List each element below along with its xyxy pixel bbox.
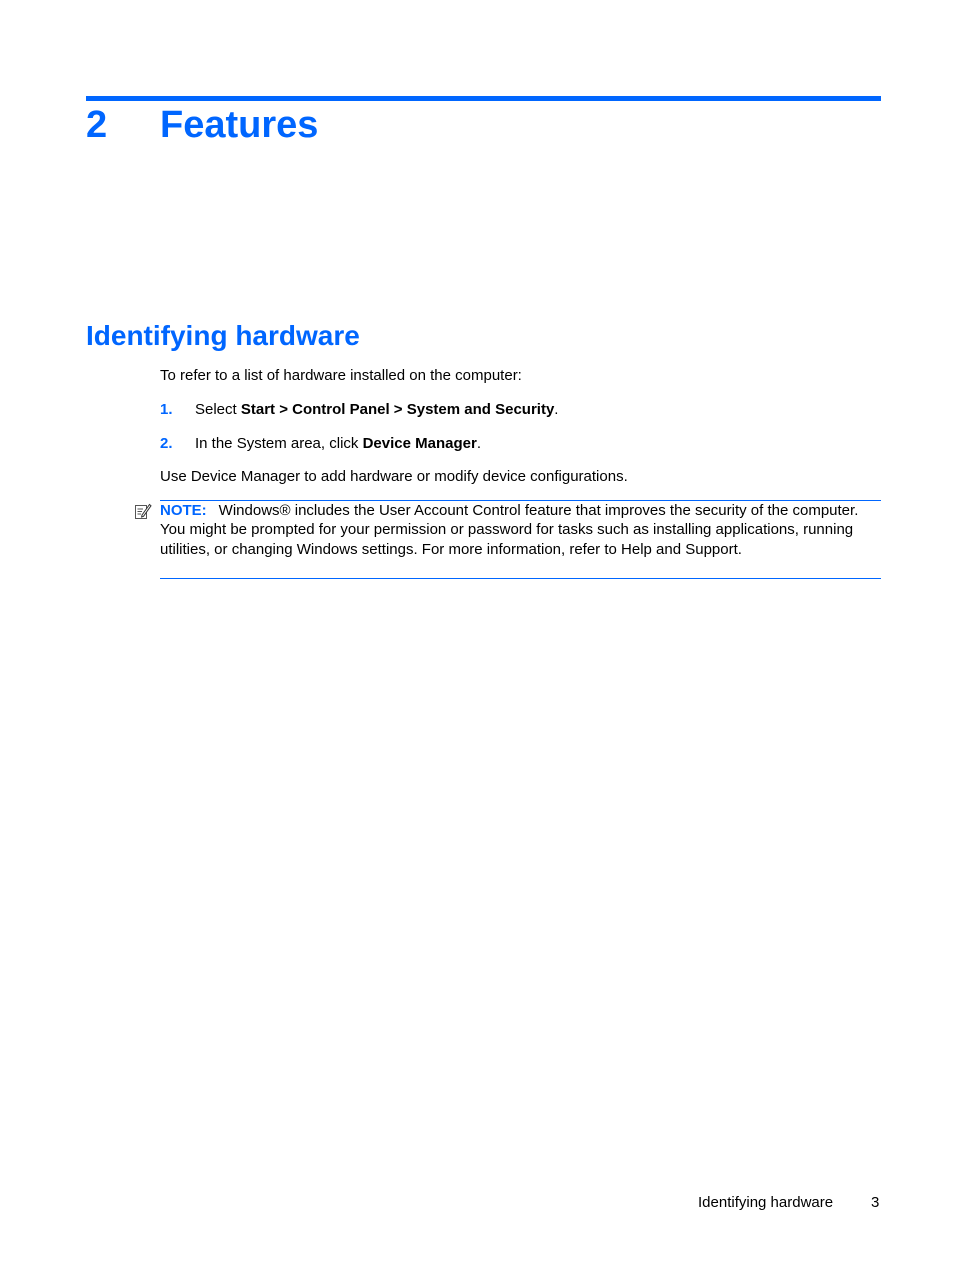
- step-text: [195, 400, 558, 419]
- section-heading: Identifying hardware: [86, 320, 360, 351]
- chapter-number: 2: [86, 104, 108, 146]
- step-number: 2.: [160, 435, 173, 452]
- intro-paragraph: To refer to a list of hardware installed on the computer:: [160, 367, 522, 384]
- footer-page-number: 3: [871, 1194, 880, 1211]
- note-box: [160, 500, 881, 579]
- note-pencil-icon: [134, 502, 152, 520]
- after-paragraph: Use Device Manager to add hardware or modify device configurations.: [160, 468, 628, 485]
- step-number: 1.: [160, 401, 173, 418]
- note-body: Windows® includes the User Account Control feature that improves the security of the computer. You might be prompted for your permission or password for tasks such as installing applications, running utilities, or changing Windows settings. For more information, refer to Help and Support.: [160, 502, 859, 558]
- step-bold: Start > Control Panel > System and Security: [240, 401, 555, 418]
- step-suffix: .: [554, 401, 559, 418]
- step-suffix: .: [476, 435, 481, 452]
- chapter-title: Features: [160, 104, 319, 146]
- step-bold: Device Manager: [362, 435, 477, 452]
- step-prefix: Select: [195, 401, 241, 418]
- note-text: [160, 501, 881, 559]
- step-prefix: In the System area, click: [195, 435, 363, 452]
- note-label: NOTE:: [160, 502, 207, 519]
- step-text: [195, 434, 481, 453]
- footer-section-title: Identifying hardware: [698, 1194, 834, 1211]
